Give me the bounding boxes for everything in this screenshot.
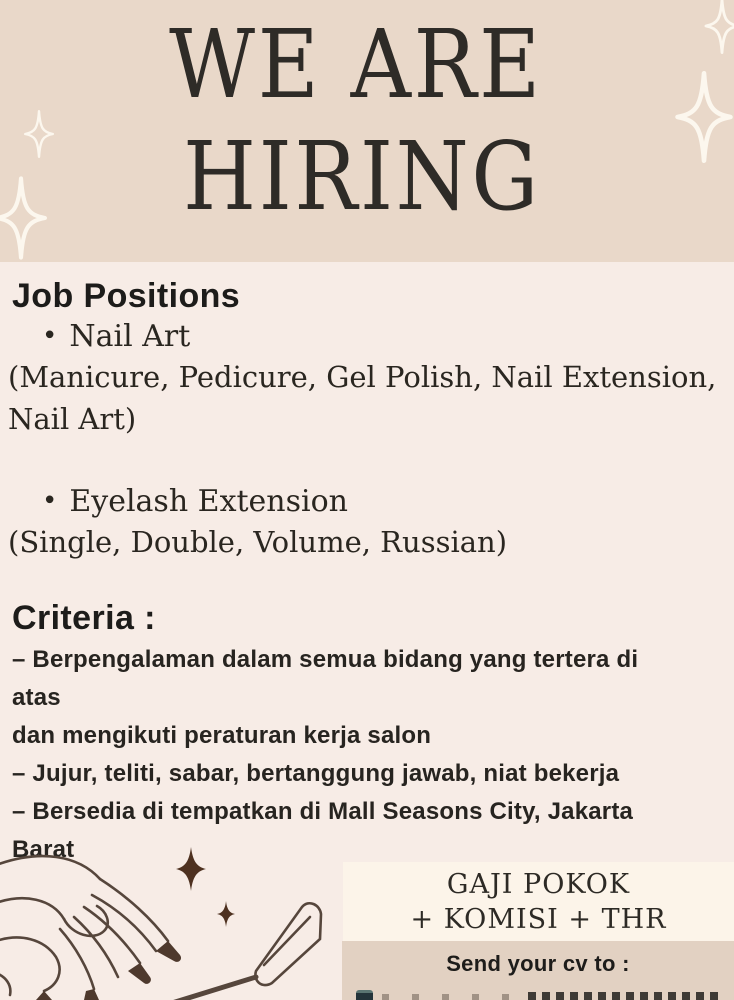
send-cv-heading: Send your cv to : — [446, 951, 630, 976]
job-item-detail: (Single, Double, Volume, Russian) — [8, 525, 508, 559]
criteria-line: – Jujur, teliti, sabar, bertanggung jawab, niat bekerja — [12, 760, 620, 787]
criteria-line: – Berpengalaman dalam semua bidang yang tertera di — [12, 646, 639, 673]
salary-line-1: GAJI POKOK — [446, 869, 631, 900]
criteria-heading: Criteria : — [12, 599, 156, 637]
cv-box — [342, 941, 734, 1000]
criteria-line: dan mengikuti peraturan kerja salon — [12, 722, 432, 749]
bullet-icon: • — [42, 486, 58, 516]
job-item-label: Nail Art — [69, 319, 191, 354]
diamond-sparkle-icon — [176, 847, 235, 927]
sparkle-icon — [671, 71, 734, 163]
hands-nail-art-illustration — [0, 843, 345, 1000]
contact-row-cutoff — [342, 989, 734, 1000]
criteria-line: Barat — [12, 836, 75, 863]
criteria-line: – Bersedia di tempatkan di Mall Seasons City, Jakarta — [12, 798, 634, 825]
sparkle-icon — [703, 0, 734, 54]
bullet-icon: • — [42, 321, 58, 351]
job-item-eyelash-extension — [42, 484, 349, 519]
header-banner — [0, 0, 734, 262]
sparkle-icon — [0, 173, 47, 263]
poster-title — [0, 0, 734, 232]
cutoff-text-marks — [382, 994, 512, 1000]
contact-app-icon — [356, 990, 373, 1000]
job-item-detail: (Manicure, Pedicure, Gel Polish, Nail Extension, — [8, 360, 717, 394]
salary-line-2: + KOMISI + THR — [410, 904, 667, 935]
job-item-detail: Nail Art) — [8, 402, 137, 436]
nail-tips — [36, 941, 181, 1000]
poster-title-line-2: HIRING — [183, 122, 541, 232]
job-item-label: Eyelash Extension — [69, 484, 349, 519]
sparkle-icon — [24, 107, 54, 161]
criteria-list — [12, 641, 638, 869]
nail-polish-brush-icon — [172, 903, 321, 1000]
salary-box — [343, 862, 734, 941]
job-item-nail-art — [42, 319, 191, 354]
criteria-line: atas — [12, 684, 61, 711]
poster-title-line-1: WE ARE — [169, 10, 543, 120]
job-positions-heading: Job Positions — [12, 277, 241, 315]
cutoff-text-marks — [528, 992, 724, 1000]
